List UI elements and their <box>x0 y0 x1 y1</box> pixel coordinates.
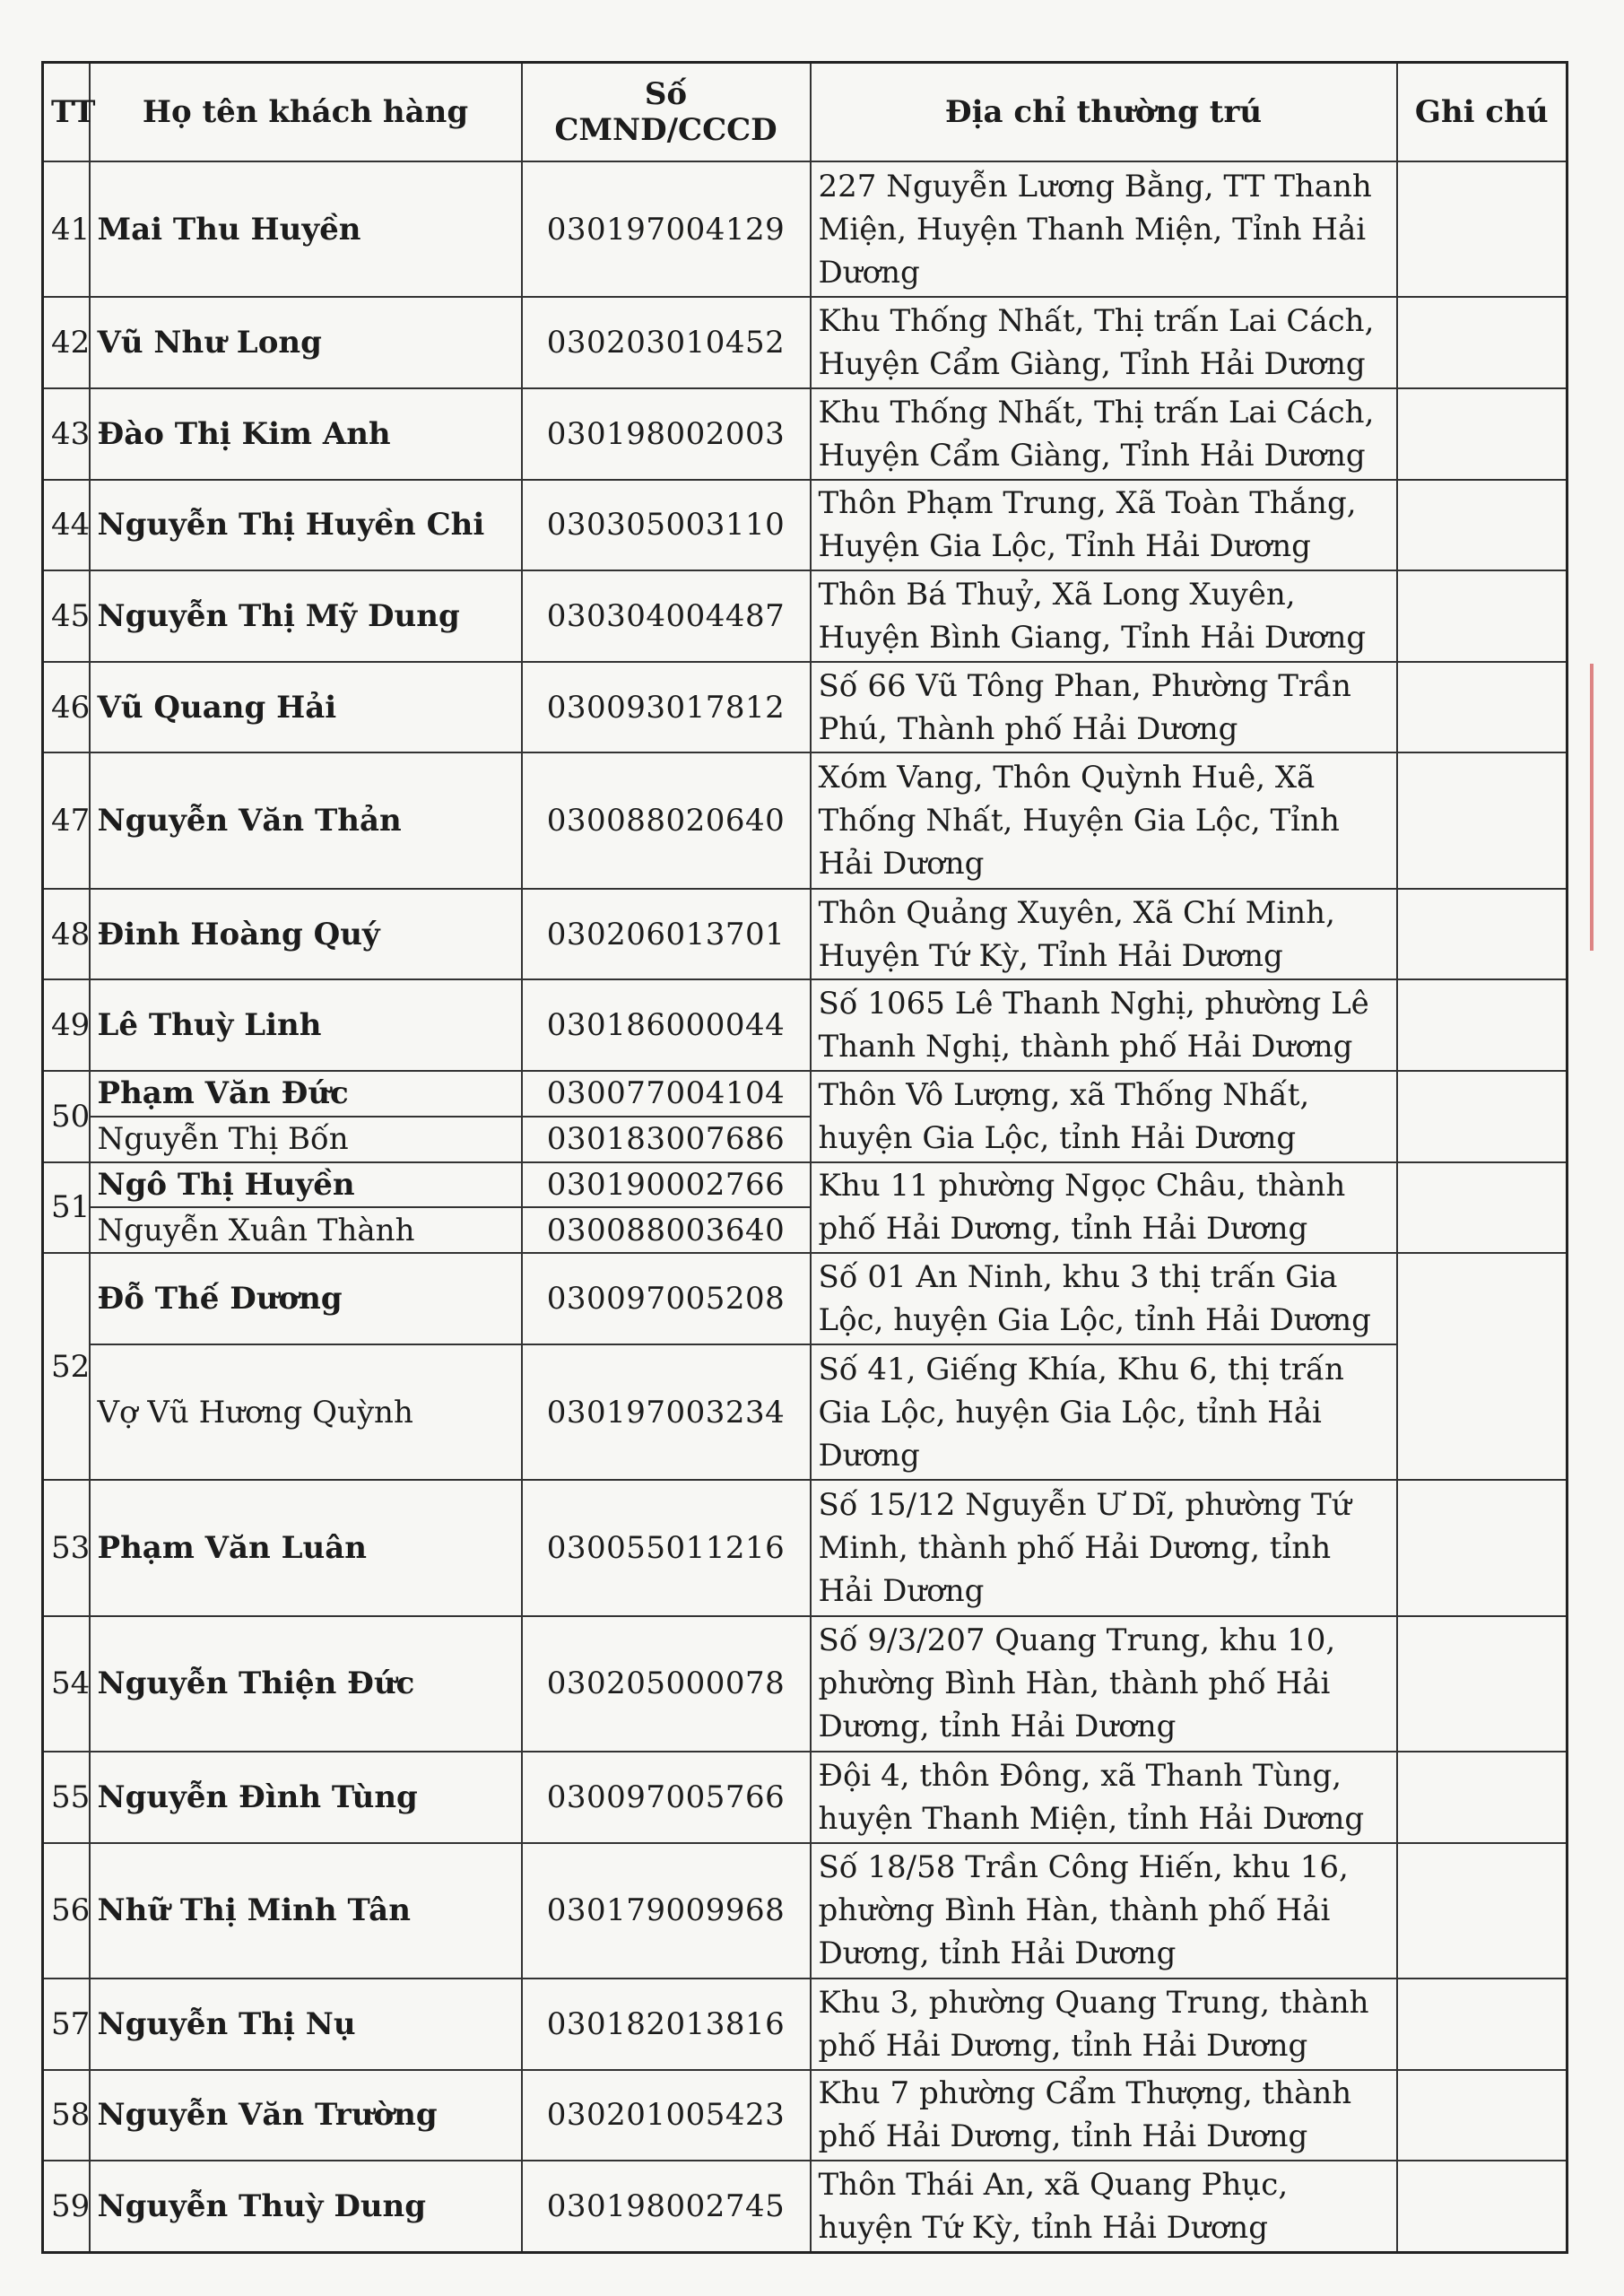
customer-list-page <box>41 61 1566 2254</box>
customer-id-number: 030198002745 <box>522 2161 811 2252</box>
customer-address: 227 Nguyễn Lương Bằng, TT Thanh Miện, Huyện Thanh Miện, Tỉnh Hải Dương <box>811 161 1397 297</box>
header-row <box>43 63 1568 162</box>
row-number: 42 <box>43 297 90 388</box>
row-number: 52 <box>43 1253 90 1480</box>
customer-name: Nguyễn Thuỳ Dung <box>90 2161 522 2252</box>
note-cell <box>1397 388 1568 480</box>
table-row <box>43 662 1568 753</box>
customer-address: Thôn Vô Lượng, xã Thống Nhất, huyện Gia Lộc, tỉnh Hải Dương <box>811 1071 1397 1162</box>
header-address: Địa chỉ thường trú <box>811 63 1397 162</box>
note-cell <box>1397 1616 1568 1752</box>
customer-name: Nguyễn Văn Thản <box>90 752 522 888</box>
customer-id-number: 030182013816 <box>522 1979 811 2070</box>
customer-name: Phạm Văn Đức <box>90 1071 522 1117</box>
note-cell <box>1397 889 1568 980</box>
table-row <box>43 2070 1568 2161</box>
customer-name: Lê Thuỳ Linh <box>90 979 522 1071</box>
row-number: 47 <box>43 752 90 888</box>
customer-name: Đỗ Thế Dương <box>90 1253 522 1344</box>
customer-id-number: 030186000044 <box>522 979 811 1071</box>
table-row <box>43 570 1568 662</box>
customer-id-number: 030198002003 <box>522 388 811 480</box>
customer-address: Thôn Bá Thuỷ, Xã Long Xuyên, Huyện Bình Giang, Tỉnh Hải Dương <box>811 570 1397 662</box>
table-row <box>43 889 1568 980</box>
row-number: 46 <box>43 662 90 753</box>
note-cell <box>1397 2161 1568 2252</box>
customer-id-number: 030205000078 <box>522 1616 811 1752</box>
customer-name: Vũ Quang Hải <box>90 662 522 753</box>
customer-address: Khu 7 phường Cẩm Thượng, thành phố Hải Dương, tỉnh Hải Dương <box>811 2070 1397 2161</box>
row-number: 41 <box>43 161 90 297</box>
customer-name: Nguyễn Thị Mỹ Dung <box>90 570 522 662</box>
table-body <box>43 161 1568 2253</box>
note-cell <box>1397 480 1568 571</box>
table-row <box>43 979 1568 1071</box>
customer-address: Thôn Phạm Trung, Xã Toàn Thắng, Huyện Gia Lộc, Tỉnh Hải Dương <box>811 480 1397 571</box>
customer-address: Khu 11 phường Ngọc Châu, thành phố Hải Dương, tỉnh Hải Dương <box>811 1162 1397 1254</box>
row-number: 55 <box>43 1752 90 1843</box>
note-cell <box>1397 570 1568 662</box>
customer-address: Số 01 An Ninh, khu 3 thị trấn Gia Lộc, huyện Gia Lộc, tỉnh Hải Dương <box>811 1253 1397 1344</box>
customer-address: Khu Thống Nhất, Thị trấn Lai Cách, Huyện Cẩm Giàng, Tỉnh Hải Dương <box>811 297 1397 388</box>
customer-name: Nguyễn Xuân Thành <box>90 1207 522 1253</box>
customer-id-number: 030088020640 <box>522 752 811 888</box>
customer-name: Đào Thị Kim Anh <box>90 388 522 480</box>
customer-name: Vợ Vũ Hương Quỳnh <box>90 1344 522 1480</box>
customer-name: Vũ Như Long <box>90 297 522 388</box>
table-row <box>43 297 1568 388</box>
row-number: 56 <box>43 1843 90 1979</box>
customer-name: Nguyễn Thị Huyền Chi <box>90 480 522 571</box>
customer-name: Nhữ Thị Minh Tân <box>90 1843 522 1979</box>
customer-address: Số 66 Vũ Tông Phan, Phường Trần Phú, Thành phố Hải Dương <box>811 662 1397 753</box>
table-row <box>43 1480 1568 1615</box>
table-row <box>43 388 1568 480</box>
customer-address: Đội 4, thôn Đông, xã Thanh Tùng, huyện Thanh Miện, tỉnh Hải Dương <box>811 1752 1397 1843</box>
note-cell <box>1397 979 1568 1071</box>
customer-id-number: 030190002766 <box>522 1162 811 1208</box>
customer-name: Nguyễn Văn Trường <box>90 2070 522 2161</box>
table-row <box>43 480 1568 571</box>
row-number: 49 <box>43 979 90 1071</box>
customer-id-number: 030088003640 <box>522 1207 811 1253</box>
table-row <box>43 1162 1568 1208</box>
customer-address: Số 18/58 Trần Công Hiến, khu 16, phường Bình Hàn, thành phố Hải Dương, tỉnh Hải Dương <box>811 1843 1397 1979</box>
header-note: Ghi chú <box>1397 63 1568 162</box>
customer-name: Ngô Thị Huyền <box>90 1162 522 1208</box>
customer-name: Nguyễn Thiện Đức <box>90 1616 522 1752</box>
note-cell <box>1397 1752 1568 1843</box>
customer-id-number: 030093017812 <box>522 662 811 753</box>
customer-id-number: 030097005766 <box>522 1752 811 1843</box>
customer-name: Nguyễn Thị Bốn <box>90 1117 522 1162</box>
row-number: 45 <box>43 570 90 662</box>
customer-address: Số 41, Giếng Khía, Khu 6, thị trấn Gia Lộc, huyện Gia Lộc, tỉnh Hải Dương <box>811 1344 1397 1480</box>
table-row <box>43 2161 1568 2252</box>
customer-name: Nguyễn Đình Tùng <box>90 1752 522 1843</box>
note-cell <box>1397 1843 1568 1979</box>
note-cell <box>1397 1162 1568 1254</box>
table-row <box>43 161 1568 297</box>
customer-address: Xóm Vang, Thôn Quỳnh Huê, Xã Thống Nhất, Huyện Gia Lộc, Tỉnh Hải Dương <box>811 752 1397 888</box>
table-row <box>43 1843 1568 1979</box>
customer-table <box>41 61 1568 2254</box>
note-cell <box>1397 662 1568 753</box>
header-tt: TT <box>43 63 90 162</box>
table-row <box>43 752 1568 888</box>
customer-id-number: 030183007686 <box>522 1117 811 1162</box>
customer-name: Phạm Văn Luân <box>90 1480 522 1615</box>
customer-address: Số 15/12 Nguyễn Ư Dĩ, phường Tứ Minh, thành phố Hải Dương, tỉnh Hải Dương <box>811 1480 1397 1615</box>
customer-address: Số 1065 Lê Thanh Nghị, phường Lê Thanh Nghị, thành phố Hải Dương <box>811 979 1397 1071</box>
customer-id-number: 030097005208 <box>522 1253 811 1344</box>
customer-id-number: 030197003234 <box>522 1344 811 1480</box>
customer-id-number: 030077004104 <box>522 1071 811 1117</box>
customer-name: Mai Thu Huyền <box>90 161 522 297</box>
row-number: 51 <box>43 1162 90 1254</box>
table-row <box>43 1071 1568 1117</box>
stamp-mark <box>1590 664 1624 951</box>
row-number: 44 <box>43 480 90 571</box>
customer-id-number: 030055011216 <box>522 1480 811 1615</box>
note-cell <box>1397 2070 1568 2161</box>
table-row <box>43 1344 1568 1480</box>
table-row <box>43 1616 1568 1752</box>
customer-address: Thôn Quảng Xuyên, Xã Chí Minh, Huyện Tứ Kỳ, Tỉnh Hải Dương <box>811 889 1397 980</box>
row-number: 43 <box>43 388 90 480</box>
customer-address: Khu Thống Nhất, Thị trấn Lai Cách, Huyện Cẩm Giàng, Tỉnh Hải Dương <box>811 388 1397 480</box>
header-id: Số CMND/CCCD <box>522 63 811 162</box>
header-name: Họ tên khách hàng <box>90 63 522 162</box>
row-number: 57 <box>43 1979 90 2070</box>
customer-id-number: 030203010452 <box>522 297 811 388</box>
row-number: 50 <box>43 1071 90 1162</box>
row-number: 48 <box>43 889 90 980</box>
customer-id-number: 030206013701 <box>522 889 811 980</box>
customer-id-number: 030304004487 <box>522 570 811 662</box>
note-cell <box>1397 1480 1568 1615</box>
customer-name: Đinh Hoàng Quý <box>90 889 522 980</box>
note-cell <box>1397 1071 1568 1162</box>
customer-id-number: 030179009968 <box>522 1843 811 1979</box>
note-cell <box>1397 297 1568 388</box>
customer-name: Nguyễn Thị Nụ <box>90 1979 522 2070</box>
customer-id-number: 030305003110 <box>522 480 811 571</box>
row-number: 54 <box>43 1616 90 1752</box>
customer-id-number: 030201005423 <box>522 2070 811 2161</box>
note-cell <box>1397 752 1568 888</box>
table-row <box>43 1253 1568 1344</box>
note-cell <box>1397 1979 1568 2070</box>
row-number: 59 <box>43 2161 90 2252</box>
note-cell <box>1397 1253 1568 1480</box>
row-number: 58 <box>43 2070 90 2161</box>
table-row <box>43 1979 1568 2070</box>
customer-address: Khu 3, phường Quang Trung, thành phố Hải Dương, tỉnh Hải Dương <box>811 1979 1397 2070</box>
customer-id-number: 030197004129 <box>522 161 811 297</box>
customer-address: Thôn Thái An, xã Quang Phục, huyện Tứ Kỳ, tỉnh Hải Dương <box>811 2161 1397 2252</box>
note-cell <box>1397 161 1568 297</box>
row-number: 53 <box>43 1480 90 1615</box>
table-row <box>43 1752 1568 1843</box>
customer-address: Số 9/3/207 Quang Trung, khu 10, phường Bình Hàn, thành phố Hải Dương, tỉnh Hải Dương <box>811 1616 1397 1752</box>
